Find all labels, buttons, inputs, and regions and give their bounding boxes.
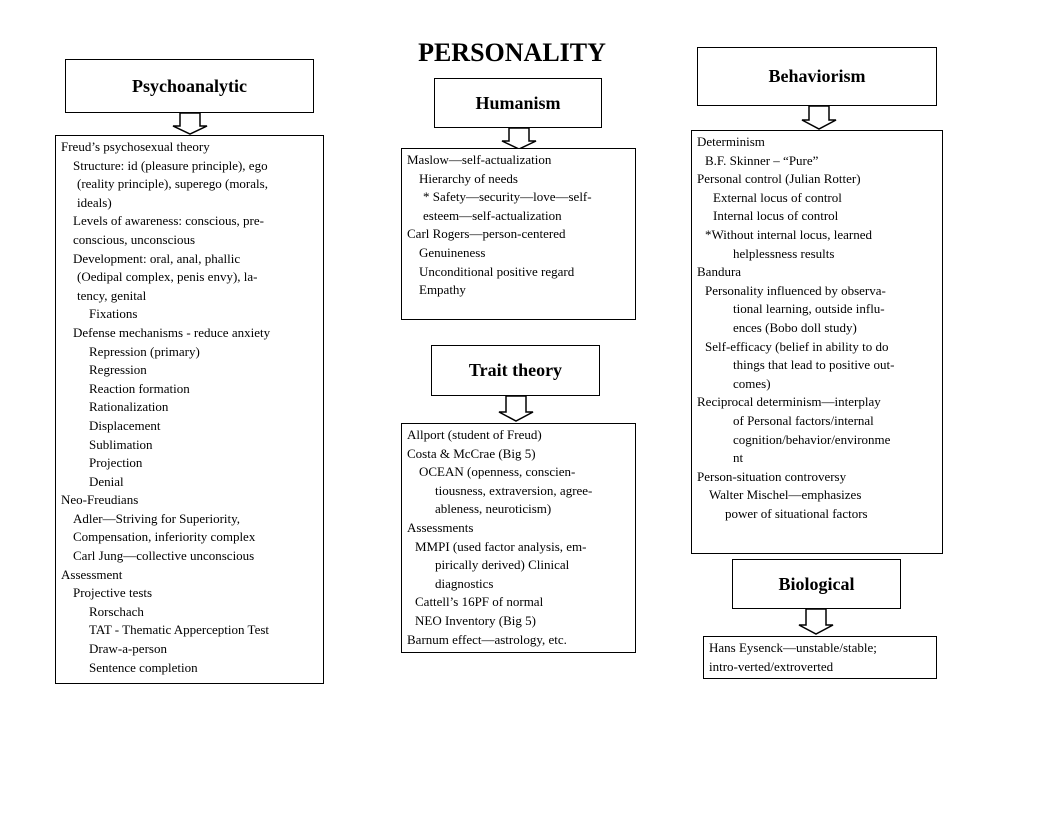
outline-line: (reality principle), superego (morals, (77, 176, 268, 192)
outline-line: Maslow—self-actualization (407, 152, 552, 167)
outline-line: Personality influenced by observa- (705, 282, 886, 298)
outline-line: helplessness results (733, 245, 835, 261)
outline-line: External locus of control (713, 189, 842, 205)
outline-line: Bandura (697, 264, 742, 280)
psychoanalytic-arrow-icon (171, 113, 211, 135)
outline-line: Reaction formation (89, 380, 190, 396)
outline-line: Draw-a-person (89, 641, 167, 657)
trait-theory-content (401, 423, 636, 653)
outline-line: pirically derived) Clinical (435, 557, 570, 573)
outline-line: Rorschach (89, 603, 144, 619)
outline-line: esteem—self-actualization (423, 207, 562, 223)
outline-line: Sublimation (89, 436, 153, 452)
outline-line: ideals) (77, 194, 112, 210)
outline-line: Determinism (697, 134, 765, 149)
outline-line: (Oedipal complex, penis envy), la- (77, 269, 258, 285)
outline-line: diagnostics (435, 575, 494, 591)
outline-line: tional learning, outside influ- (733, 301, 885, 317)
outline-line: tency, genital (77, 287, 147, 303)
outline-line: Repression (primary) (89, 343, 200, 359)
outline-line: *Without internal locus, learned (705, 226, 872, 242)
outline-line: Compensation, inferiority complex (73, 529, 256, 545)
outline-line: conscious, unconscious (73, 231, 196, 247)
outline-line: Assessment (61, 566, 123, 582)
outline-line: Person-situation controversy (697, 468, 847, 484)
outline-line: Carl Jung—collective unconscious (73, 548, 255, 564)
behaviorism-header: Behaviorism (697, 47, 937, 106)
outline-line: Allport (student of Freud) (407, 427, 542, 442)
biological-header: Biological (732, 559, 901, 609)
outline-line: Barnum effect—astrology, etc. (407, 631, 567, 647)
outline-line: Genuineness (419, 244, 486, 260)
outline-line: tiousness, extraversion, agree- (435, 482, 593, 498)
outline-line: Denial (89, 473, 124, 489)
outline-line: NEO Inventory (Big 5) (415, 612, 536, 628)
humanism-header: Humanism (434, 78, 602, 128)
outline-line: Fixations (89, 306, 138, 322)
outline-line: Empathy (419, 282, 466, 298)
outline-line: Projective tests (73, 585, 153, 601)
outline-line: cognition/behavior/environme (733, 431, 891, 447)
trait-theory-arrow-icon (497, 396, 537, 423)
outline-line: Self-efficacy (belief in ability to do (705, 338, 889, 354)
outline-line: MMPI (used factor analysis, em- (415, 538, 587, 554)
outline-line: nt (733, 450, 744, 466)
humanism-arrow-icon (500, 128, 540, 150)
outline-line: ences (Bobo doll study) (733, 319, 857, 335)
outline-line: Cattell’s 16PF of normal (415, 594, 544, 610)
outline-line: Regression (89, 362, 147, 378)
outline-line: Levels of awareness: conscious, pre- (73, 213, 264, 229)
biological-content (703, 636, 937, 679)
outline-line: Development: oral, anal, phallic (73, 250, 241, 266)
page-title: PERSONALITY (418, 38, 606, 67)
outline-line: comes) (733, 375, 771, 391)
outline-line: Hierarchy of needs (419, 170, 518, 186)
outline-line: OCEAN (openness, conscien- (419, 464, 576, 480)
outline-line: Neo-Freudians (61, 492, 139, 508)
outline-line: * Safety—security—love—self- (423, 189, 592, 205)
outline-line: Rationalization (89, 399, 169, 415)
outline-line: ableness, neuroticism) (435, 501, 552, 517)
outline-line: Unconditional positive regard (419, 263, 575, 279)
outline-line: Sentence completion (89, 659, 198, 675)
outline-line: Reciprocal determinism—interplay (697, 394, 881, 410)
outline-line: Costa & McCrae (Big 5) (407, 445, 536, 461)
trait-theory-header: Trait theory (431, 345, 600, 396)
outline-line: of Personal factors/internal (733, 412, 874, 428)
psychoanalytic-content (55, 135, 324, 684)
outline-line: Assessments (407, 519, 474, 535)
outline-line: Adler—Striving for Superiority, (73, 510, 241, 526)
behaviorism-content (691, 130, 943, 554)
outline-line: Walter Mischel—emphasizes (709, 487, 862, 503)
outline-line: Projection (89, 455, 143, 471)
outline-line: Internal locus of control (713, 208, 839, 224)
outline-line: Freud’s psychosexual theory (61, 139, 210, 154)
biological-arrow-icon (797, 609, 837, 636)
outline-line: Structure: id (pleasure principle), ego (73, 157, 268, 173)
outline-line: intro-verted/extroverted (709, 658, 834, 674)
outline-line: Hans Eysenck—unstable/stable; (709, 640, 877, 655)
behaviorism-arrow-icon (800, 106, 840, 130)
outline-line: Defense mechanisms - reduce anxiety (73, 324, 271, 340)
outline-line: things that lead to positive out- (733, 357, 895, 373)
outline-line: TAT - Thematic Apperception Test (89, 622, 270, 638)
humanism-content (401, 148, 636, 320)
outline-line: Personal control (Julian Rotter) (697, 171, 861, 187)
psychoanalytic-header: Psychoanalytic (65, 59, 314, 113)
outline-line: B.F. Skinner – “Pure” (705, 152, 819, 168)
outline-line: Displacement (89, 417, 161, 433)
outline-line: power of situational factors (725, 505, 868, 521)
outline-line: Carl Rogers—person-centered (407, 226, 566, 242)
